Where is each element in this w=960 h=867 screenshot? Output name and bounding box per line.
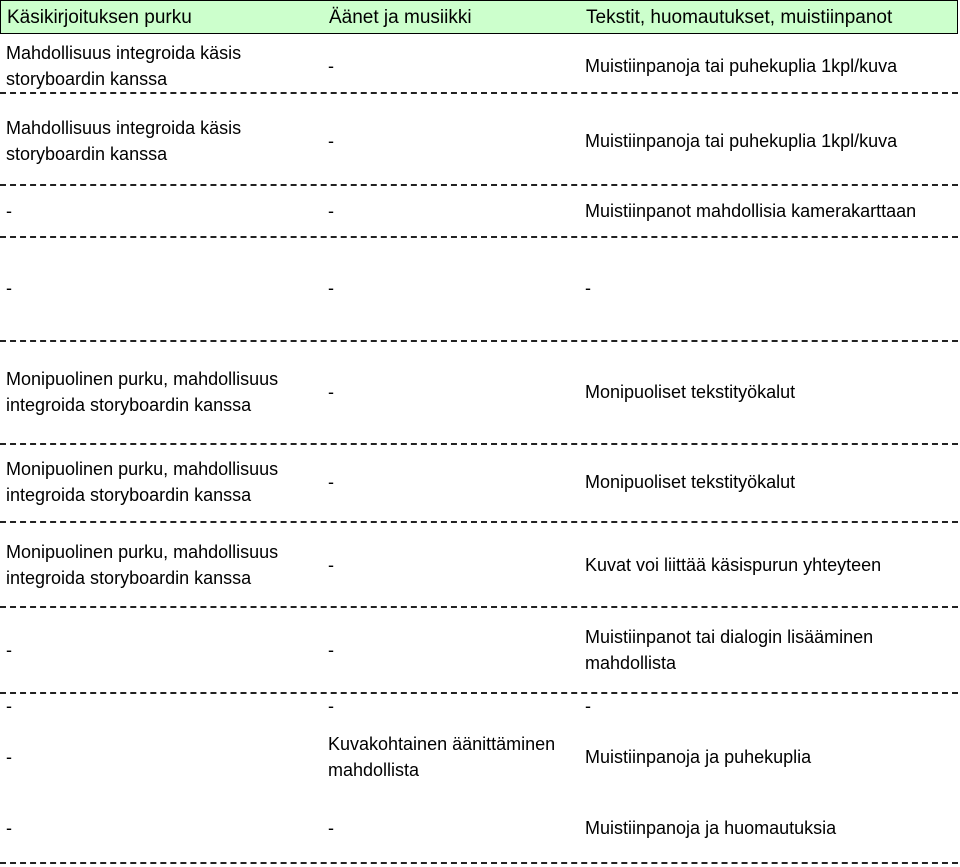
cell-text-line: Mahdollisuus integroida käsis [6,43,242,63]
cell-text-line: Muistiinpanot mahdollisia kamerakarttaan [585,201,917,221]
cell-texts-notes [585,794,955,862]
cell-text-line: Muistiinpanoja tai puhekuplia 1kpl/kuva [585,56,898,76]
cell-text-line: mahdollista [328,760,420,780]
cell-text-line: storyboardin kanssa [6,69,168,89]
cell-text-line: - [328,696,334,716]
row-divider [0,692,958,694]
cell-text-line: - [585,278,591,298]
header-col-texts-notes: Tekstit, huomautukset, muistiinpanot [586,7,893,28]
cell-texts-notes [585,720,955,794]
cell-sound-music [328,96,583,186]
cell-text-line: Monipuoliset tekstityökalut [585,381,796,402]
row-divider [0,184,958,186]
cell-text-line: Mahdollisuus integroida käsis [6,118,242,138]
cell-text-line: - [6,696,12,716]
row-divider [0,340,958,342]
cell-text-line: - [585,696,591,716]
table-row [0,720,960,794]
cell-text-line: Monipuolinen purku, mahdollisuus [6,368,279,389]
row-divider [0,443,958,445]
cell-text-line: - [328,818,334,838]
cell-sound-music [328,340,583,443]
table-row [0,96,960,186]
cell-text-line: Monipuolinen purku, mahdollisuus [6,459,279,479]
cell-texts-notes [585,443,955,521]
cell-text-line: - [328,131,334,151]
table-row [0,692,960,720]
cell-sound-music [328,36,583,96]
cell-sound-music [328,720,583,794]
cell-sound-music [328,608,583,692]
cell-texts-notes [585,521,955,608]
cell-text-line: integroida storyboardin kanssa [6,485,252,505]
cell-text-line: Muistiinpanot tai dialogin lisääminen [585,627,874,647]
cell-script-breakdown [6,443,326,521]
row-divider [0,862,958,864]
cell-text-line: - [328,554,334,575]
cell-script-breakdown [6,608,326,692]
cell-sound-music [328,692,583,720]
cell-text-line: Kuvakohtainen äänittäminen [328,734,556,754]
row-divider [0,92,958,94]
cell-text-line: storyboardin kanssa [6,144,168,164]
cell-text-line: - [328,640,334,660]
cell-text-line: - [6,640,12,660]
cell-sound-music [328,186,583,236]
cell-text-line: - [6,747,12,767]
cell-texts-notes [585,186,955,236]
cell-sound-music [328,443,583,521]
table-header [0,0,958,34]
header-col-script-breakdown: Käsikirjoituksen purku [7,7,192,28]
cell-text-line: - [6,818,12,838]
cell-text-line: Monipuolinen purku, mahdollisuus [6,541,279,562]
cell-script-breakdown [6,96,326,186]
cell-text-line: Kuvat voi liittää käsispurun yhteyteen [585,554,882,575]
table-row [0,340,960,443]
table-row [0,186,960,236]
row-divider [0,521,958,523]
table-row [0,521,960,608]
row-divider [0,606,958,608]
cell-script-breakdown [6,236,326,340]
cell-text-line: - [6,201,12,221]
table-row [0,794,960,862]
row-divider [0,236,958,238]
cell-script-breakdown [6,720,326,794]
cell-script-breakdown [6,186,326,236]
cell-texts-notes [585,340,955,443]
cell-text-line: - [6,278,12,298]
cell-texts-notes [585,36,955,96]
cell-texts-notes [585,608,955,692]
cell-text-line: Muistiinpanoja ja huomautuksia [585,818,837,838]
cell-texts-notes [585,96,955,186]
cell-sound-music [328,236,583,340]
header-col-sound-music: Äänet ja musiikki [329,7,472,28]
cell-text-line: mahdollista [585,653,677,673]
cell-text-line: - [328,472,334,492]
cell-script-breakdown [6,692,326,720]
cell-texts-notes [585,236,955,340]
cell-script-breakdown [6,36,326,96]
cell-sound-music [328,794,583,862]
cell-text-line: Monipuoliset tekstityökalut [585,472,796,492]
cell-script-breakdown [6,521,326,608]
cell-text-line: - [328,381,334,402]
cell-text-line: - [328,201,334,221]
table-row [0,608,960,692]
cell-text-line: integroida storyboardin kanssa [6,394,252,415]
cell-text-line: - [328,278,334,298]
cell-text-line: - [328,56,334,76]
cell-script-breakdown [6,340,326,443]
cell-texts-notes [585,692,955,720]
table-row [0,443,960,521]
cell-script-breakdown [6,794,326,862]
cell-text-line: Muistiinpanoja tai puhekuplia 1kpl/kuva [585,131,898,151]
table-row [0,236,960,340]
cell-text-line: integroida storyboardin kanssa [6,567,252,588]
cell-sound-music [328,521,583,608]
cell-text-line: Muistiinpanoja ja puhekuplia [585,747,812,767]
table-row [0,36,960,96]
